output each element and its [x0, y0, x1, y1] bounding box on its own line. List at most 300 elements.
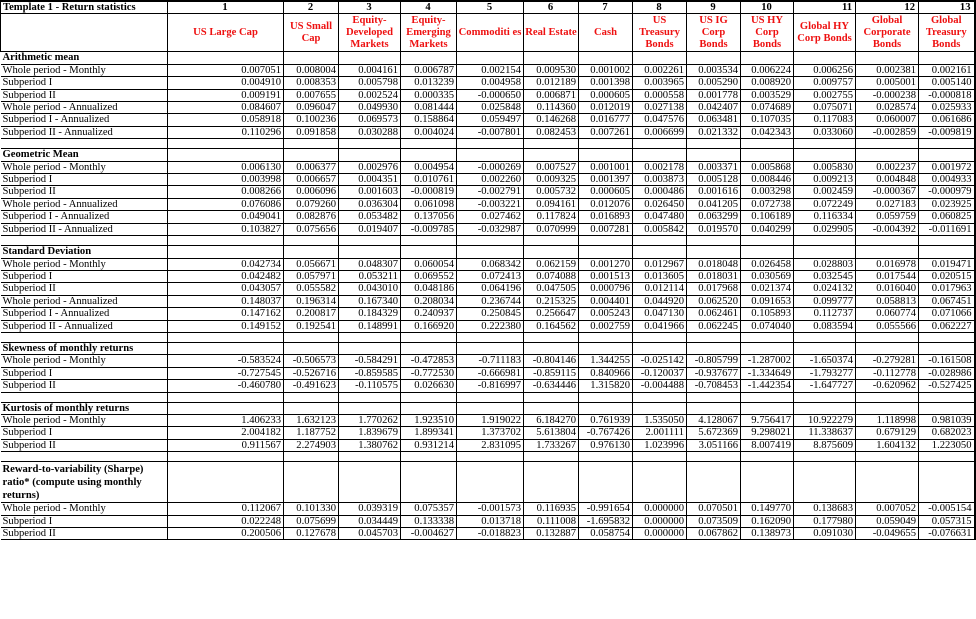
- value-cell[interactable]: 0.001603: [339, 186, 401, 198]
- column-header-us-ig-corp[interactable]: US IG Corp Bonds: [687, 14, 741, 52]
- value-cell[interactable]: 0.002759: [579, 320, 633, 332]
- value-cell[interactable]: 0.034449: [339, 515, 401, 527]
- section-title-arithmetic-mean[interactable]: Arithmetic mean: [1, 52, 168, 64]
- value-cell[interactable]: 0.029905: [794, 223, 856, 235]
- value-cell[interactable]: 8.875609: [794, 439, 856, 451]
- empty-cell[interactable]: [401, 52, 457, 64]
- value-cell[interactable]: 1.923510: [401, 414, 457, 426]
- value-cell[interactable]: 0.003534: [687, 64, 741, 76]
- value-cell[interactable]: 0.018031: [687, 270, 741, 282]
- value-cell[interactable]: 0.016777: [579, 114, 633, 126]
- empty-cell[interactable]: [579, 246, 633, 258]
- empty-cell[interactable]: [919, 392, 975, 402]
- value-cell[interactable]: -0.011691: [919, 223, 975, 235]
- row-label[interactable]: Whole period - Monthly: [1, 355, 168, 367]
- value-cell[interactable]: -0.506573: [284, 355, 339, 367]
- value-cell[interactable]: 5.613804: [524, 427, 579, 439]
- value-cell[interactable]: 0.006130: [168, 161, 284, 173]
- value-cell[interactable]: 0.075656: [284, 223, 339, 235]
- empty-cell[interactable]: [524, 52, 579, 64]
- empty-cell[interactable]: [524, 332, 579, 342]
- value-cell[interactable]: -1.793277: [794, 367, 856, 379]
- value-cell[interactable]: 0.002459: [794, 186, 856, 198]
- empty-cell[interactable]: [579, 139, 633, 149]
- value-cell[interactable]: 0.107035: [741, 114, 794, 126]
- value-cell[interactable]: 1.770262: [339, 414, 401, 426]
- value-cell[interactable]: 0.060774: [856, 308, 919, 320]
- value-cell[interactable]: 0.047576: [633, 114, 687, 126]
- row-label[interactable]: Subperiod I: [1, 515, 168, 527]
- value-cell[interactable]: 0.062227: [919, 320, 975, 332]
- column-header-equity-emerging[interactable]: Equity- Emerging Markets: [401, 14, 457, 52]
- value-cell[interactable]: 1.023996: [633, 439, 687, 451]
- value-cell[interactable]: 0.146268: [524, 114, 579, 126]
- value-cell[interactable]: 0.012019: [579, 102, 633, 114]
- row-label[interactable]: Subperiod I: [1, 270, 168, 282]
- value-cell[interactable]: -0.727545: [168, 367, 284, 379]
- value-cell[interactable]: 0.026458: [741, 258, 794, 270]
- value-cell[interactable]: 0.003965: [633, 77, 687, 89]
- value-cell[interactable]: 0.047480: [633, 211, 687, 223]
- value-cell[interactable]: 0.000605: [579, 186, 633, 198]
- value-cell[interactable]: 0.008920: [741, 77, 794, 89]
- value-cell[interactable]: 0.048186: [401, 283, 457, 295]
- empty-cell[interactable]: [401, 139, 457, 149]
- value-cell[interactable]: 0.061686: [919, 114, 975, 126]
- empty-cell[interactable]: [856, 246, 919, 258]
- value-cell[interactable]: 0.200506: [168, 528, 284, 540]
- value-cell[interactable]: 0.177980: [794, 515, 856, 527]
- value-cell[interactable]: 0.042343: [741, 126, 794, 138]
- value-cell[interactable]: 0.192541: [284, 320, 339, 332]
- empty-cell[interactable]: [168, 52, 284, 64]
- empty-cell[interactable]: [794, 452, 856, 462]
- empty-cell[interactable]: [687, 139, 741, 149]
- value-cell[interactable]: 0.019407: [339, 223, 401, 235]
- value-cell[interactable]: 10.922279: [794, 414, 856, 426]
- empty-cell[interactable]: [687, 52, 741, 64]
- value-cell[interactable]: 0.017968: [687, 283, 741, 295]
- empty-cell[interactable]: [919, 246, 975, 258]
- row-label[interactable]: Whole period - Annualized: [1, 102, 168, 114]
- value-cell[interactable]: 0.063299: [687, 211, 741, 223]
- value-cell[interactable]: 0.000605: [579, 89, 633, 101]
- empty-cell[interactable]: [168, 139, 284, 149]
- value-cell[interactable]: 0.116935: [524, 503, 579, 515]
- row-label[interactable]: Whole period - Annualized: [1, 198, 168, 210]
- empty-cell[interactable]: [284, 462, 339, 503]
- empty-cell[interactable]: [579, 52, 633, 64]
- value-cell[interactable]: 0.016040: [856, 283, 919, 295]
- value-cell[interactable]: 0.058813: [856, 295, 919, 307]
- value-cell[interactable]: 0.682023: [919, 427, 975, 439]
- value-cell[interactable]: 0.005830: [794, 161, 856, 173]
- value-cell[interactable]: 0.200817: [284, 308, 339, 320]
- value-cell[interactable]: -1.650374: [794, 355, 856, 367]
- value-cell[interactable]: -0.001573: [457, 503, 524, 515]
- value-cell[interactable]: -0.000238: [856, 89, 919, 101]
- row-label[interactable]: Subperiod II: [1, 283, 168, 295]
- empty-cell[interactable]: [524, 149, 579, 161]
- row-label[interactable]: Subperiod II - Annualized: [1, 320, 168, 332]
- value-cell[interactable]: 0.067862: [687, 528, 741, 540]
- empty-cell[interactable]: [339, 139, 401, 149]
- value-cell[interactable]: 1.223050: [919, 439, 975, 451]
- value-cell[interactable]: 0.215325: [524, 295, 579, 307]
- empty-cell[interactable]: [741, 402, 794, 414]
- value-cell[interactable]: 0.001616: [687, 186, 741, 198]
- empty-cell[interactable]: [168, 149, 284, 161]
- empty-cell[interactable]: [401, 452, 457, 462]
- empty-cell[interactable]: [457, 139, 524, 149]
- value-cell[interactable]: 0.057315: [919, 515, 975, 527]
- value-cell[interactable]: 0.005128: [687, 174, 741, 186]
- value-cell[interactable]: 0.020515: [919, 270, 975, 282]
- value-cell[interactable]: -1.647727: [794, 380, 856, 392]
- empty-cell[interactable]: [794, 342, 856, 354]
- value-cell[interactable]: 0.074689: [741, 102, 794, 114]
- value-cell[interactable]: 0.003298: [741, 186, 794, 198]
- empty-cell[interactable]: [794, 462, 856, 503]
- empty-cell[interactable]: [633, 236, 687, 246]
- value-cell[interactable]: 0.005868: [741, 161, 794, 173]
- value-cell[interactable]: 0.911567: [168, 439, 284, 451]
- header-blank-cell[interactable]: [1, 14, 168, 52]
- empty-cell[interactable]: [284, 139, 339, 149]
- value-cell[interactable]: 0.112737: [794, 308, 856, 320]
- value-cell[interactable]: 0.166920: [401, 320, 457, 332]
- value-cell[interactable]: 0.196314: [284, 295, 339, 307]
- column-header-us-hy-corp[interactable]: US HY Corp Bonds: [741, 14, 794, 52]
- value-cell[interactable]: 0.133338: [401, 515, 457, 527]
- empty-cell[interactable]: [794, 332, 856, 342]
- value-cell[interactable]: -0.000979: [919, 186, 975, 198]
- empty-cell[interactable]: [524, 392, 579, 402]
- value-cell[interactable]: 0.067451: [919, 295, 975, 307]
- value-cell[interactable]: 9.756417: [741, 414, 794, 426]
- empty-cell[interactable]: [579, 392, 633, 402]
- value-cell[interactable]: 0.047505: [524, 283, 579, 295]
- empty-cell[interactable]: [457, 149, 524, 161]
- row-label[interactable]: Subperiod II: [1, 528, 168, 540]
- value-cell[interactable]: 0.032545: [794, 270, 856, 282]
- row-label[interactable]: Subperiod I: [1, 77, 168, 89]
- value-cell[interactable]: 0.016893: [579, 211, 633, 223]
- value-cell[interactable]: 0.049930: [339, 102, 401, 114]
- value-cell[interactable]: 0.081444: [401, 102, 457, 114]
- value-cell[interactable]: -0.000650: [457, 89, 524, 101]
- value-cell[interactable]: 0.056671: [284, 258, 339, 270]
- value-cell[interactable]: 0.250845: [457, 308, 524, 320]
- value-cell[interactable]: 0.028803: [794, 258, 856, 270]
- empty-cell[interactable]: [633, 402, 687, 414]
- empty-cell[interactable]: [1, 332, 168, 342]
- value-cell[interactable]: 0.001398: [579, 77, 633, 89]
- empty-cell[interactable]: [687, 236, 741, 246]
- value-cell[interactable]: 0.138973: [741, 528, 794, 540]
- value-cell[interactable]: 0.009757: [794, 77, 856, 89]
- value-cell[interactable]: 2.274903: [284, 439, 339, 451]
- empty-cell[interactable]: [524, 342, 579, 354]
- section-title-skewness-of-monthly-returns[interactable]: Skewness of monthly returns: [1, 342, 168, 354]
- row-label[interactable]: Whole period - Monthly: [1, 503, 168, 515]
- value-cell[interactable]: 0.003873: [633, 174, 687, 186]
- value-cell[interactable]: 0.679129: [856, 427, 919, 439]
- value-cell[interactable]: 0.003529: [741, 89, 794, 101]
- value-cell[interactable]: 0.012967: [633, 258, 687, 270]
- value-cell[interactable]: 0.075071: [794, 102, 856, 114]
- empty-cell[interactable]: [741, 149, 794, 161]
- value-cell[interactable]: 0.091030: [794, 528, 856, 540]
- value-cell[interactable]: -0.018823: [457, 528, 524, 540]
- value-cell[interactable]: 0.007261: [579, 126, 633, 138]
- value-cell[interactable]: 0.060054: [401, 258, 457, 270]
- value-cell[interactable]: -1.334649: [741, 367, 794, 379]
- value-cell[interactable]: 2.004182: [168, 427, 284, 439]
- value-cell[interactable]: 0.009213: [794, 174, 856, 186]
- empty-cell[interactable]: [919, 452, 975, 462]
- value-cell[interactable]: 0.096047: [284, 102, 339, 114]
- sheet-title[interactable]: Template 1 - Return statistics: [1, 1, 168, 14]
- value-cell[interactable]: 0.931214: [401, 439, 457, 451]
- value-cell[interactable]: 3.051166: [687, 439, 741, 451]
- value-cell[interactable]: 0.137056: [401, 211, 457, 223]
- empty-cell[interactable]: [741, 392, 794, 402]
- value-cell[interactable]: 0.009325: [524, 174, 579, 186]
- value-cell[interactable]: -1.695832: [579, 515, 633, 527]
- value-cell[interactable]: 4.128067: [687, 414, 741, 426]
- value-cell[interactable]: -0.003221: [457, 198, 524, 210]
- empty-cell[interactable]: [579, 452, 633, 462]
- column-header-commodities[interactable]: Commoditi es: [457, 14, 524, 52]
- section-title-standard-deviation[interactable]: Standard Deviation: [1, 246, 168, 258]
- value-cell[interactable]: 0.976130: [579, 439, 633, 451]
- value-cell[interactable]: 0.021332: [687, 126, 741, 138]
- empty-cell[interactable]: [339, 149, 401, 161]
- value-cell[interactable]: 0.075699: [284, 515, 339, 527]
- column-number[interactable]: 8: [633, 1, 687, 14]
- empty-cell[interactable]: [524, 402, 579, 414]
- empty-cell[interactable]: [401, 149, 457, 161]
- row-label[interactable]: Subperiod II: [1, 186, 168, 198]
- empty-cell[interactable]: [633, 452, 687, 462]
- value-cell[interactable]: -0.804146: [524, 355, 579, 367]
- value-cell[interactable]: 1.899341: [401, 427, 457, 439]
- value-cell[interactable]: 0.030288: [339, 126, 401, 138]
- value-cell[interactable]: 0.002755: [794, 89, 856, 101]
- value-cell[interactable]: 1.733267: [524, 439, 579, 451]
- value-cell[interactable]: 0.073509: [687, 515, 741, 527]
- row-label[interactable]: Whole period - Monthly: [1, 414, 168, 426]
- value-cell[interactable]: -0.009785: [401, 223, 457, 235]
- column-header-global-hy-corp[interactable]: Global HY Corp Bonds: [794, 14, 856, 52]
- value-cell[interactable]: 0.005732: [524, 186, 579, 198]
- empty-cell[interactable]: [401, 246, 457, 258]
- empty-cell[interactable]: [579, 462, 633, 503]
- value-cell[interactable]: 0.981039: [919, 414, 975, 426]
- value-cell[interactable]: 0.079260: [284, 198, 339, 210]
- empty-cell[interactable]: [687, 392, 741, 402]
- empty-cell[interactable]: [919, 342, 975, 354]
- value-cell[interactable]: 0.055566: [856, 320, 919, 332]
- value-cell[interactable]: 0.147162: [168, 308, 284, 320]
- value-cell[interactable]: 0.005243: [579, 308, 633, 320]
- value-cell[interactable]: 0.002154: [457, 64, 524, 76]
- value-cell[interactable]: 0.000000: [633, 515, 687, 527]
- empty-cell[interactable]: [741, 342, 794, 354]
- value-cell[interactable]: 0.148991: [339, 320, 401, 332]
- value-cell[interactable]: 0.018048: [687, 258, 741, 270]
- value-cell[interactable]: 0.240937: [401, 308, 457, 320]
- value-cell[interactable]: 0.000796: [579, 283, 633, 295]
- value-cell[interactable]: 0.117824: [524, 211, 579, 223]
- empty-cell[interactable]: [457, 236, 524, 246]
- value-cell[interactable]: 0.009191: [168, 89, 284, 101]
- empty-cell[interactable]: [687, 452, 741, 462]
- value-cell[interactable]: 0.006224: [741, 64, 794, 76]
- empty-cell[interactable]: [687, 402, 741, 414]
- value-cell[interactable]: 0.008004: [284, 64, 339, 76]
- value-cell[interactable]: 1.118998: [856, 414, 919, 426]
- empty-cell[interactable]: [284, 149, 339, 161]
- value-cell[interactable]: 0.005842: [633, 223, 687, 235]
- empty-cell[interactable]: [919, 236, 975, 246]
- value-cell[interactable]: 1.373702: [457, 427, 524, 439]
- empty-cell[interactable]: [284, 332, 339, 342]
- value-cell[interactable]: 0.013605: [633, 270, 687, 282]
- value-cell[interactable]: 2.831095: [457, 439, 524, 451]
- value-cell[interactable]: 0.063481: [687, 114, 741, 126]
- column-number[interactable]: 3: [339, 1, 401, 14]
- empty-cell[interactable]: [457, 402, 524, 414]
- value-cell[interactable]: 1.380762: [339, 439, 401, 451]
- value-cell[interactable]: -0.991654: [579, 503, 633, 515]
- value-cell[interactable]: -0.767426: [579, 427, 633, 439]
- value-cell[interactable]: 0.043010: [339, 283, 401, 295]
- value-cell[interactable]: 0.058754: [579, 528, 633, 540]
- value-cell[interactable]: -0.491623: [284, 380, 339, 392]
- value-cell[interactable]: 0.116334: [794, 211, 856, 223]
- value-cell[interactable]: 0.061098: [401, 198, 457, 210]
- value-cell[interactable]: 0.064196: [457, 283, 524, 295]
- row-label[interactable]: Subperiod I: [1, 367, 168, 379]
- empty-cell[interactable]: [794, 402, 856, 414]
- value-cell[interactable]: 0.027138: [633, 102, 687, 114]
- value-cell[interactable]: 0.222380: [457, 320, 524, 332]
- column-number[interactable]: 13: [919, 1, 975, 14]
- value-cell[interactable]: 0.158864: [401, 114, 457, 126]
- value-cell[interactable]: 0.000000: [633, 528, 687, 540]
- empty-cell[interactable]: [919, 149, 975, 161]
- value-cell[interactable]: 0.001001: [579, 161, 633, 173]
- empty-cell[interactable]: [794, 139, 856, 149]
- empty-cell[interactable]: [284, 402, 339, 414]
- empty-cell[interactable]: [457, 392, 524, 402]
- column-number[interactable]: 6: [524, 1, 579, 14]
- value-cell[interactable]: 0.030569: [741, 270, 794, 282]
- value-cell[interactable]: -0.584291: [339, 355, 401, 367]
- value-cell[interactable]: 0.004351: [339, 174, 401, 186]
- value-cell[interactable]: 0.042482: [168, 270, 284, 282]
- empty-cell[interactable]: [633, 342, 687, 354]
- empty-cell[interactable]: [633, 332, 687, 342]
- value-cell[interactable]: 0.114360: [524, 102, 579, 114]
- empty-cell[interactable]: [579, 236, 633, 246]
- empty-cell[interactable]: [579, 402, 633, 414]
- value-cell[interactable]: 0.117083: [794, 114, 856, 126]
- value-cell[interactable]: 0.007527: [524, 161, 579, 173]
- empty-cell[interactable]: [579, 149, 633, 161]
- empty-cell[interactable]: [856, 236, 919, 246]
- value-cell[interactable]: 0.111008: [524, 515, 579, 527]
- value-cell[interactable]: 0.004933: [919, 174, 975, 186]
- value-cell[interactable]: 2.001111: [633, 427, 687, 439]
- empty-cell[interactable]: [741, 462, 794, 503]
- value-cell[interactable]: 0.033060: [794, 126, 856, 138]
- value-cell[interactable]: 0.070501: [687, 503, 741, 515]
- value-cell[interactable]: 0.000000: [633, 503, 687, 515]
- value-cell[interactable]: 0.103827: [168, 223, 284, 235]
- empty-cell[interactable]: [794, 236, 856, 246]
- empty-cell[interactable]: [457, 332, 524, 342]
- empty-cell[interactable]: [919, 332, 975, 342]
- value-cell[interactable]: 0.132887: [524, 528, 579, 540]
- value-cell[interactable]: 0.004401: [579, 295, 633, 307]
- row-label[interactable]: Subperiod II: [1, 89, 168, 101]
- empty-cell[interactable]: [1, 139, 168, 149]
- empty-cell[interactable]: [524, 452, 579, 462]
- value-cell[interactable]: 0.091858: [284, 126, 339, 138]
- value-cell[interactable]: 0.069552: [401, 270, 457, 282]
- value-cell[interactable]: 0.025933: [919, 102, 975, 114]
- value-cell[interactable]: -0.112778: [856, 367, 919, 379]
- value-cell[interactable]: -0.000819: [401, 186, 457, 198]
- empty-cell[interactable]: [339, 342, 401, 354]
- column-header-equity-developed[interactable]: Equity- Developed Markets: [339, 14, 401, 52]
- value-cell[interactable]: -0.634446: [524, 380, 579, 392]
- value-cell[interactable]: 0.007655: [284, 89, 339, 101]
- row-label[interactable]: Subperiod II - Annualized: [1, 126, 168, 138]
- empty-cell[interactable]: [856, 392, 919, 402]
- value-cell[interactable]: 0.005798: [339, 77, 401, 89]
- value-cell[interactable]: -0.711183: [457, 355, 524, 367]
- row-label[interactable]: Subperiod I: [1, 427, 168, 439]
- empty-cell[interactable]: [856, 52, 919, 64]
- value-cell[interactable]: 0.019471: [919, 258, 975, 270]
- value-cell[interactable]: 0.027183: [856, 198, 919, 210]
- value-cell[interactable]: 0.044920: [633, 295, 687, 307]
- value-cell[interactable]: 5.672369: [687, 427, 741, 439]
- value-cell[interactable]: 1.187752: [284, 427, 339, 439]
- value-cell[interactable]: -0.005154: [919, 503, 975, 515]
- empty-cell[interactable]: [687, 332, 741, 342]
- value-cell[interactable]: 0.000486: [633, 186, 687, 198]
- value-cell[interactable]: -1.287002: [741, 355, 794, 367]
- row-label[interactable]: Subperiod II - Annualized: [1, 223, 168, 235]
- empty-cell[interactable]: [633, 392, 687, 402]
- row-label[interactable]: Subperiod I - Annualized: [1, 308, 168, 320]
- value-cell[interactable]: 0.149152: [168, 320, 284, 332]
- column-header-us-large-cap[interactable]: US Large Cap: [168, 14, 284, 52]
- value-cell[interactable]: 0.012076: [579, 198, 633, 210]
- empty-cell[interactable]: [168, 246, 284, 258]
- value-cell[interactable]: 0.001778: [687, 89, 741, 101]
- value-cell[interactable]: 0.042734: [168, 258, 284, 270]
- column-header-global-treasury[interactable]: Global Treasury Bonds: [919, 14, 975, 52]
- value-cell[interactable]: 0.208034: [401, 295, 457, 307]
- value-cell[interactable]: 0.084607: [168, 102, 284, 114]
- value-cell[interactable]: -0.816997: [457, 380, 524, 392]
